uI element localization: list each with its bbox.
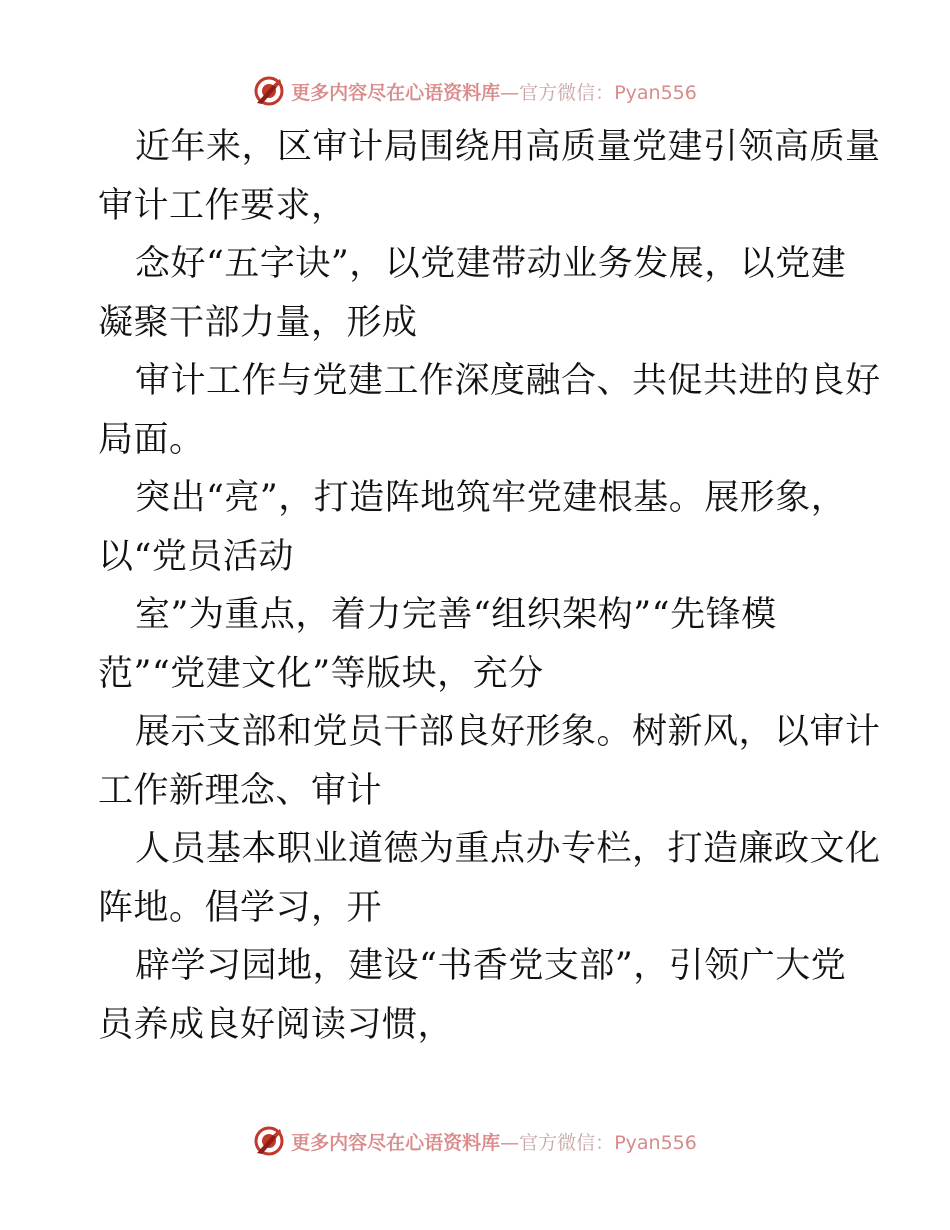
body-line: 审计工作要求， (98, 185, 347, 226)
body-line: 人员基本职业道德为重点办专栏，打造廉政文化 (135, 829, 881, 869)
footer-dash: — (500, 1131, 520, 1154)
body-line: 突出“亮”，打造阵地筑牢党建根基。展形象， (135, 478, 847, 518)
header-dash: — (500, 81, 520, 104)
body-line: 局面。 (98, 419, 205, 460)
body-line: 阵地。倡学习，开 (98, 887, 383, 928)
body-line: 审计工作与党建工作深度融合、共促共进的良好 (135, 361, 881, 401)
header-site-name: 更多内容尽在心语资料库 (291, 81, 501, 104)
header-banner-text (291, 78, 697, 105)
header-wechat-id: Pyan556 (614, 81, 697, 104)
footer-wechat-label: 官方微信： (519, 1131, 615, 1154)
footer-wechat-id: Pyan556 (614, 1131, 697, 1154)
document-body (98, 118, 881, 1054)
header-watermark-banner (0, 71, 950, 111)
body-line: 念好“五字诀”，以党建带动业务发展，以党建 (135, 244, 847, 284)
body-line: 范”“党建文化”等版块，充分 (98, 653, 544, 694)
body-line: 室”为重点，着力完善“组织架构”“先锋模 (135, 595, 777, 635)
body-line: 凝聚干部力量，形成 (98, 302, 418, 343)
footer-banner-text (291, 1128, 697, 1155)
footer-watermark-banner (0, 1121, 950, 1161)
body-line: 以“党员活动 (98, 536, 294, 577)
body-line: 员养成良好阅读习惯， (98, 1004, 454, 1045)
body-line: 展示支部和党员干部良好形象。树新风，以审计 (135, 712, 881, 752)
header-wechat-label: 官方微信： (519, 81, 615, 104)
body-line: 辟学习园地，建设“书香党支部”，引领广大党 (135, 946, 847, 986)
footer-site-name: 更多内容尽在心语资料库 (291, 1131, 501, 1154)
pen-logo-icon (253, 1125, 285, 1157)
pen-logo-icon (253, 75, 285, 107)
body-line: 工作新理念、审计 (98, 770, 383, 811)
body-line: 近年来，区审计局围绕用高质量党建引领高质量 (135, 127, 881, 167)
